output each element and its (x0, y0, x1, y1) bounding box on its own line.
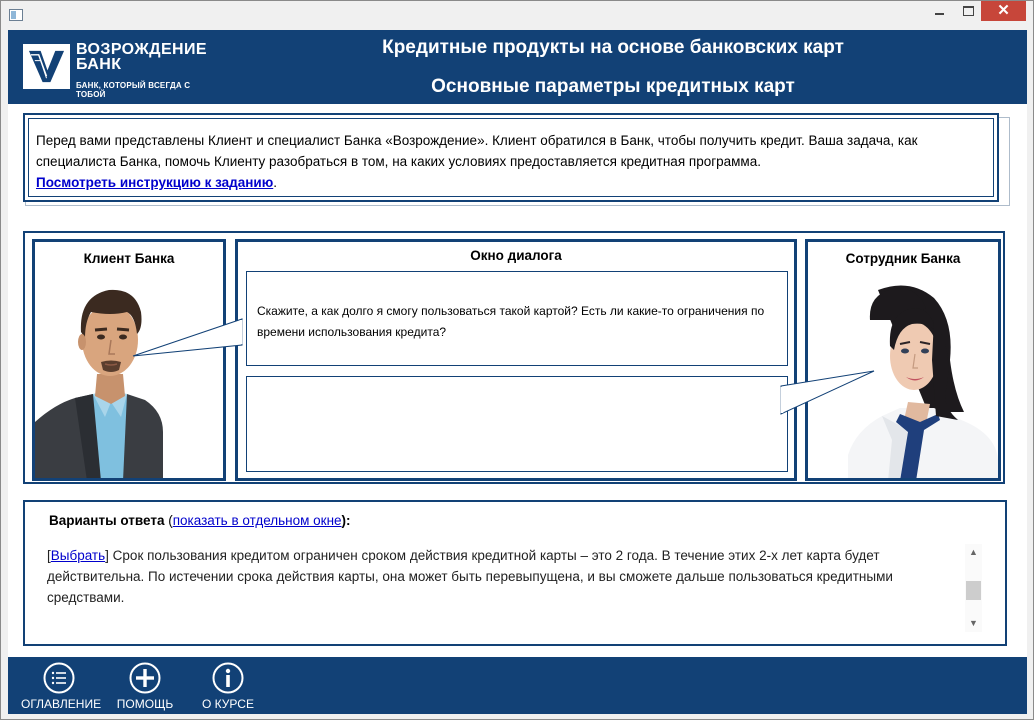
course-frame (8, 30, 1027, 714)
dialog-panel-title: Окно диалога (470, 248, 562, 263)
answer-options-title: Варианты ответа (49, 513, 165, 528)
about-button[interactable] (198, 662, 258, 711)
logo-v-icon (27, 47, 66, 86)
logo-mark (23, 44, 70, 89)
staff-bubble-tail (780, 369, 876, 419)
title-bar[interactable] (1, 1, 1033, 29)
scroll-down-arrow-icon[interactable]: ▼ (969, 618, 978, 628)
client-panel (32, 239, 226, 481)
dialog-panel (235, 239, 797, 481)
lesson-title: Основные параметры кредитных карт (431, 76, 795, 97)
staff-panel (805, 239, 1001, 481)
client-bubble-tail (131, 309, 243, 359)
intro-text (36, 130, 976, 193)
maximize-button[interactable] (954, 1, 981, 21)
answer-options-heading (49, 513, 351, 528)
answer-options-panel (23, 500, 1007, 646)
info-icon (212, 662, 244, 694)
answers-scrollbar[interactable] (965, 544, 982, 632)
help-label: ПОМОЩЬ (116, 697, 174, 711)
instruction-link[interactable]: Посмотреть инструкцию к заданию (36, 175, 274, 190)
app-icon (9, 9, 23, 21)
show-in-window-link[interactable]: показать в отдельном окне (172, 513, 342, 528)
open-paren: ( (164, 513, 173, 528)
client-panel-title: Клиент Банка (83, 251, 175, 266)
toc-list-icon (43, 662, 75, 694)
logo-slogan: БАНК, КОТОРЫЙ ВСЕГДА С ТОБОЙ (76, 81, 191, 99)
toc-label: ОГЛАВЛЕНИЕ (21, 697, 102, 711)
course-title: Кредитные продукты на основе банковских карт (382, 37, 844, 58)
select-answer-link[interactable]: Выбрать (50, 548, 106, 563)
bracket-close: ] (105, 548, 109, 563)
logo-line2: БАНК (76, 56, 122, 73)
help-button[interactable] (114, 662, 176, 711)
plus-icon (129, 662, 161, 694)
scroll-thumb[interactable] (966, 581, 981, 600)
scroll-up-arrow-icon[interactable]: ▲ (969, 547, 978, 557)
client-speech-bubble (246, 271, 788, 366)
about-label: О КУРСЕ (202, 697, 254, 711)
close-paren: ): (341, 513, 351, 528)
client-message: Скажите, а как долго я смогу пользоваться такой картой? Есть ли какие-то ограничения по времени использования кредита? (257, 304, 765, 339)
toc-button[interactable] (21, 662, 102, 711)
instruction-link-suffix: . (273, 175, 278, 190)
intro-box (23, 113, 999, 202)
footer-toolbar (8, 657, 1027, 714)
answer-option-text: Срок пользования кредитом ограничен сроком действия кредитной карты – это 2 года. В течение этих 2-х лет карта будет действительна. По истечении срока действия карты, она может быть перевыпущена, и вы сможете дальше пользоваться кредитными средствами. (47, 548, 893, 605)
bracket-open: [ (47, 548, 51, 563)
close-button[interactable]: ✕ (981, 1, 1026, 21)
staff-panel-title: Сотрудник Банка (845, 251, 961, 266)
logo-name (76, 42, 207, 72)
minimize-button[interactable] (926, 1, 953, 21)
bank-logo (23, 41, 213, 99)
intro-paragraph: Перед вами представлены Клиент и специалист Банка «Возрождение». Клиент обратился в Банк, чтобы получить кредит. Ваша задача, как специалиста Банка, помочь Клиенту разобраться в том, на каких условиях предоставляется кредитная программа. (36, 133, 918, 169)
dialog-stage (23, 231, 1005, 484)
answer-option (47, 545, 952, 608)
header (8, 30, 1027, 104)
staff-speech-bubble (246, 376, 788, 472)
content-area (8, 104, 1027, 657)
logo-line1: ВОЗРОЖДЕНИЕ (76, 41, 207, 58)
